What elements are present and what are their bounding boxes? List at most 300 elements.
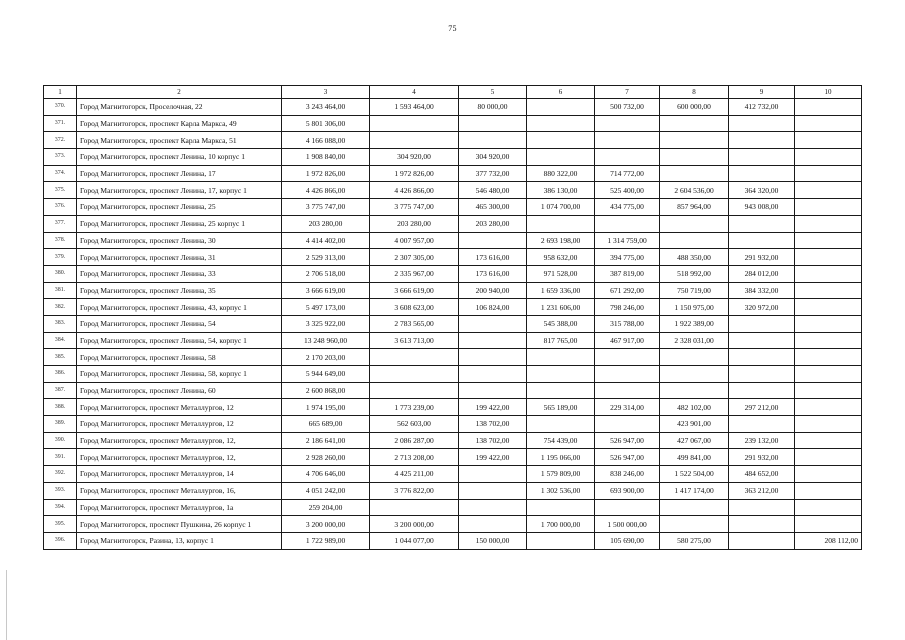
value-col-5 — [459, 115, 527, 132]
address-cell: Город Магнитогорск, проспект Ленина, 33 — [77, 265, 282, 282]
address-cell: Город Магнитогорск, проспект Ленина, 25 корпус 1 — [77, 215, 282, 232]
value-col-5: 173 616,00 — [459, 249, 527, 266]
table-row — [44, 432, 862, 449]
value-col-10 — [795, 315, 862, 332]
value-col-5: 546 480,00 — [459, 182, 527, 199]
value-col-10 — [795, 232, 862, 249]
row-number: 390. — [44, 432, 77, 449]
value-col-3: 2 706 518,00 — [282, 265, 370, 282]
value-col-7 — [595, 416, 660, 433]
value-col-3: 3 325 922,00 — [282, 315, 370, 332]
value-col-7: 434 775,00 — [595, 199, 660, 216]
value-col-3: 665 689,00 — [282, 416, 370, 433]
value-col-5 — [459, 516, 527, 533]
row-number: 386. — [44, 366, 77, 383]
row-number: 374. — [44, 165, 77, 182]
value-col-6: 1 579 809,00 — [527, 466, 595, 483]
table-row — [44, 215, 862, 232]
value-col-6: 971 528,00 — [527, 265, 595, 282]
table-row — [44, 382, 862, 399]
table-row — [44, 265, 862, 282]
row-number: 373. — [44, 149, 77, 166]
value-col-6 — [527, 366, 595, 383]
value-col-6 — [527, 382, 595, 399]
value-col-6 — [527, 532, 595, 549]
value-col-9: 363 212,00 — [729, 482, 795, 499]
value-col-4: 304 920,00 — [370, 149, 459, 166]
value-col-6 — [527, 99, 595, 116]
address-cell: Город Магнитогорск, проспект Ленина, 60 — [77, 382, 282, 399]
value-col-5: 106 824,00 — [459, 299, 527, 316]
value-col-7: 838 246,00 — [595, 466, 660, 483]
value-col-6: 2 693 198,00 — [527, 232, 595, 249]
row-number: 371. — [44, 115, 77, 132]
value-col-3: 4 051 242,00 — [282, 482, 370, 499]
row-number: 389. — [44, 416, 77, 433]
value-col-5 — [459, 315, 527, 332]
value-col-8: 580 275,00 — [660, 532, 729, 549]
column-header: 4 — [370, 86, 459, 99]
value-col-6: 386 130,00 — [527, 182, 595, 199]
table-row — [44, 199, 862, 216]
value-col-7: 467 917,00 — [595, 332, 660, 349]
row-number: 391. — [44, 449, 77, 466]
value-col-8 — [660, 232, 729, 249]
column-header: 5 — [459, 86, 527, 99]
value-col-8: 2 604 536,00 — [660, 182, 729, 199]
value-col-9 — [729, 349, 795, 366]
table-row — [44, 249, 862, 266]
row-number: 396. — [44, 532, 77, 549]
value-col-6: 1 302 536,00 — [527, 482, 595, 499]
value-col-8: 1 417 174,00 — [660, 482, 729, 499]
value-col-3: 4 166 088,00 — [282, 132, 370, 149]
value-col-5 — [459, 332, 527, 349]
value-col-3: 2 170 203,00 — [282, 349, 370, 366]
value-col-10 — [795, 165, 862, 182]
value-col-8: 427 067,00 — [660, 432, 729, 449]
value-col-9 — [729, 366, 795, 383]
address-cell: Город Магнитогорск, проспект Ленина, 58, корпус 1 — [77, 366, 282, 383]
value-col-4 — [370, 382, 459, 399]
table-row — [44, 315, 862, 332]
value-col-9: 364 320,00 — [729, 182, 795, 199]
value-col-10 — [795, 366, 862, 383]
address-cell: Город Магнитогорск, проспект Ленина, 58 — [77, 349, 282, 366]
table-row — [44, 399, 862, 416]
table-row — [44, 349, 862, 366]
value-col-7: 315 788,00 — [595, 315, 660, 332]
value-col-9 — [729, 499, 795, 516]
address-cell: Город Магнитогорск, проспект Ленина, 25 — [77, 199, 282, 216]
address-cell: Город Магнитогорск, проспект Металлургов, 12 — [77, 416, 282, 433]
row-number: 376. — [44, 199, 77, 216]
value-col-5 — [459, 132, 527, 149]
table-row — [44, 165, 862, 182]
value-col-9 — [729, 115, 795, 132]
address-cell: Город Магнитогорск, проспект Металлургов, 14 — [77, 466, 282, 483]
table-row — [44, 516, 862, 533]
row-number: 388. — [44, 399, 77, 416]
value-col-3: 4 414 402,00 — [282, 232, 370, 249]
value-col-3: 5 497 173,00 — [282, 299, 370, 316]
address-cell: Город Магнитогорск, Проселочная, 22 — [77, 99, 282, 116]
address-cell: Город Магнитогорск, проспект Ленина, 31 — [77, 249, 282, 266]
value-col-3: 1 972 826,00 — [282, 165, 370, 182]
value-col-8: 857 964,00 — [660, 199, 729, 216]
address-cell: Город Магнитогорск, проспект Металлургов, 12, — [77, 449, 282, 466]
row-number: 370. — [44, 99, 77, 116]
table-row — [44, 416, 862, 433]
row-number: 380. — [44, 265, 77, 282]
value-col-7 — [595, 499, 660, 516]
value-col-6: 1 231 606,00 — [527, 299, 595, 316]
value-col-8 — [660, 149, 729, 166]
value-col-8: 423 901,00 — [660, 416, 729, 433]
value-col-5: 199 422,00 — [459, 449, 527, 466]
value-col-9 — [729, 315, 795, 332]
value-col-3: 1 722 989,00 — [282, 532, 370, 549]
row-number: 387. — [44, 382, 77, 399]
value-col-4: 4 425 211,00 — [370, 466, 459, 483]
value-col-5: 203 280,00 — [459, 215, 527, 232]
value-col-9: 291 932,00 — [729, 249, 795, 266]
column-header: 3 — [282, 86, 370, 99]
value-col-4: 3 666 619,00 — [370, 282, 459, 299]
value-col-3: 3 775 747,00 — [282, 199, 370, 216]
data-table — [43, 85, 862, 550]
row-number: 395. — [44, 516, 77, 533]
table-row — [44, 182, 862, 199]
value-col-10 — [795, 349, 862, 366]
row-number: 385. — [44, 349, 77, 366]
value-col-4 — [370, 366, 459, 383]
value-col-4: 3 608 623,00 — [370, 299, 459, 316]
column-header: 6 — [527, 86, 595, 99]
value-col-10 — [795, 332, 862, 349]
value-col-4: 2 335 967,00 — [370, 265, 459, 282]
value-col-9: 297 212,00 — [729, 399, 795, 416]
value-col-6: 1 659 336,00 — [527, 282, 595, 299]
value-col-7: 671 292,00 — [595, 282, 660, 299]
value-col-8 — [660, 115, 729, 132]
address-cell: Город Магнитогорск, проспект Карла Маркса, 49 — [77, 115, 282, 132]
value-col-5: 150 000,00 — [459, 532, 527, 549]
value-col-5 — [459, 349, 527, 366]
address-cell: Город Магнитогорск, проспект Ленина, 17, корпус 1 — [77, 182, 282, 199]
value-col-3: 2 186 641,00 — [282, 432, 370, 449]
value-col-6: 545 388,00 — [527, 315, 595, 332]
value-col-3: 259 204,00 — [282, 499, 370, 516]
value-col-4: 2 783 565,00 — [370, 315, 459, 332]
value-col-8: 1 522 504,00 — [660, 466, 729, 483]
value-col-9: 412 732,00 — [729, 99, 795, 116]
address-cell: Город Магнитогорск, проспект Металлургов, 12 — [77, 399, 282, 416]
value-col-6 — [527, 499, 595, 516]
value-col-6: 880 322,00 — [527, 165, 595, 182]
value-col-3: 4 426 866,00 — [282, 182, 370, 199]
value-col-8 — [660, 499, 729, 516]
value-col-5 — [459, 366, 527, 383]
value-col-8: 482 102,00 — [660, 399, 729, 416]
value-col-4 — [370, 349, 459, 366]
value-col-8 — [660, 382, 729, 399]
value-col-8: 1 150 975,00 — [660, 299, 729, 316]
row-number: 392. — [44, 466, 77, 483]
page-number: 75 — [448, 24, 457, 33]
value-col-6: 1 700 000,00 — [527, 516, 595, 533]
value-col-7 — [595, 382, 660, 399]
value-col-5 — [459, 382, 527, 399]
address-cell: Город Магнитогорск, проспект Ленина, 30 — [77, 232, 282, 249]
value-col-10 — [795, 449, 862, 466]
value-col-10 — [795, 182, 862, 199]
value-col-5 — [459, 232, 527, 249]
value-col-9 — [729, 332, 795, 349]
value-col-10 — [795, 265, 862, 282]
value-col-10 — [795, 382, 862, 399]
address-cell: Город Магнитогорск, проспект Металлургов, 1а — [77, 499, 282, 516]
value-col-9 — [729, 215, 795, 232]
address-cell: Город Магнитогорск, проспект Ленина, 43, корпус 1 — [77, 299, 282, 316]
value-col-6: 958 632,00 — [527, 249, 595, 266]
value-col-7 — [595, 349, 660, 366]
value-col-3: 203 280,00 — [282, 215, 370, 232]
address-cell: Город Магнитогорск, проспект Металлургов, 12, — [77, 432, 282, 449]
value-col-10 — [795, 416, 862, 433]
value-col-9 — [729, 516, 795, 533]
value-col-10: 208 112,00 — [795, 532, 862, 549]
value-col-7: 693 900,00 — [595, 482, 660, 499]
value-col-5 — [459, 499, 527, 516]
value-col-4: 562 603,00 — [370, 416, 459, 433]
value-col-6 — [527, 416, 595, 433]
value-col-6 — [527, 115, 595, 132]
value-col-10 — [795, 282, 862, 299]
value-col-9: 384 332,00 — [729, 282, 795, 299]
column-header: 1 — [44, 86, 77, 99]
table-row — [44, 132, 862, 149]
value-col-4: 3 200 000,00 — [370, 516, 459, 533]
address-cell: Город Магнитогорск, Разина, 13, корпус 1 — [77, 532, 282, 549]
value-col-5 — [459, 482, 527, 499]
value-col-10 — [795, 399, 862, 416]
value-col-9: 239 132,00 — [729, 432, 795, 449]
value-col-4 — [370, 499, 459, 516]
value-col-6: 1 074 700,00 — [527, 199, 595, 216]
row-number: 378. — [44, 232, 77, 249]
value-col-4 — [370, 115, 459, 132]
value-col-8: 600 000,00 — [660, 99, 729, 116]
value-col-7 — [595, 115, 660, 132]
value-col-7: 1 500 000,00 — [595, 516, 660, 533]
value-col-4: 4 007 957,00 — [370, 232, 459, 249]
row-number: 377. — [44, 215, 77, 232]
value-col-3: 5 944 649,00 — [282, 366, 370, 383]
table-row — [44, 482, 862, 499]
value-col-5: 80 000,00 — [459, 99, 527, 116]
table-row — [44, 366, 862, 383]
value-col-3: 1 908 840,00 — [282, 149, 370, 166]
value-col-9 — [729, 165, 795, 182]
table-row — [44, 499, 862, 516]
value-col-7: 1 314 759,00 — [595, 232, 660, 249]
table-row — [44, 115, 862, 132]
column-header: 10 — [795, 86, 862, 99]
row-number: 384. — [44, 332, 77, 349]
value-col-6 — [527, 132, 595, 149]
value-col-3: 3 666 619,00 — [282, 282, 370, 299]
address-cell: Город Магнитогорск, проспект Пушкина, 26 корпус 1 — [77, 516, 282, 533]
value-col-5: 304 920,00 — [459, 149, 527, 166]
value-col-4: 3 613 713,00 — [370, 332, 459, 349]
value-col-5: 377 732,00 — [459, 165, 527, 182]
value-col-9 — [729, 149, 795, 166]
value-col-6 — [527, 215, 595, 232]
value-col-7 — [595, 366, 660, 383]
value-col-7 — [595, 215, 660, 232]
value-col-5: 138 702,00 — [459, 432, 527, 449]
value-col-3: 3 243 464,00 — [282, 99, 370, 116]
table-row — [44, 232, 862, 249]
value-col-8: 1 922 389,00 — [660, 315, 729, 332]
table-row — [44, 149, 862, 166]
value-col-8 — [660, 215, 729, 232]
row-number: 382. — [44, 299, 77, 316]
value-col-10 — [795, 499, 862, 516]
value-col-9: 284 012,00 — [729, 265, 795, 282]
column-header: 2 — [77, 86, 282, 99]
value-col-4 — [370, 132, 459, 149]
value-col-3: 1 974 195,00 — [282, 399, 370, 416]
column-header: 7 — [595, 86, 660, 99]
row-number: 372. — [44, 132, 77, 149]
value-col-6 — [527, 349, 595, 366]
value-col-9: 484 652,00 — [729, 466, 795, 483]
row-number: 379. — [44, 249, 77, 266]
table-row — [44, 449, 862, 466]
value-col-8 — [660, 516, 729, 533]
value-col-6 — [527, 149, 595, 166]
value-col-8: 488 350,00 — [660, 249, 729, 266]
value-col-5: 199 422,00 — [459, 399, 527, 416]
value-col-10 — [795, 215, 862, 232]
address-cell: Город Магнитогорск, проспект Ленина, 54, корпус 1 — [77, 332, 282, 349]
value-col-7: 798 246,00 — [595, 299, 660, 316]
value-col-9 — [729, 232, 795, 249]
value-col-10 — [795, 432, 862, 449]
value-col-7: 714 772,00 — [595, 165, 660, 182]
table-row — [44, 299, 862, 316]
table-row — [44, 99, 862, 116]
value-col-10 — [795, 299, 862, 316]
value-col-4: 3 776 822,00 — [370, 482, 459, 499]
value-col-9 — [729, 532, 795, 549]
value-col-4: 1 044 077,00 — [370, 532, 459, 549]
value-col-8: 518 992,00 — [660, 265, 729, 282]
value-col-4: 2 307 305,00 — [370, 249, 459, 266]
value-col-7: 500 732,00 — [595, 99, 660, 116]
table-row — [44, 532, 862, 549]
value-col-8: 499 841,00 — [660, 449, 729, 466]
value-col-10 — [795, 132, 862, 149]
value-col-4: 1 773 239,00 — [370, 399, 459, 416]
value-col-7: 229 314,00 — [595, 399, 660, 416]
value-col-8 — [660, 165, 729, 182]
row-number: 375. — [44, 182, 77, 199]
value-col-8 — [660, 349, 729, 366]
value-col-10 — [795, 115, 862, 132]
value-col-3: 2 600 868,00 — [282, 382, 370, 399]
value-col-4: 4 426 866,00 — [370, 182, 459, 199]
table-row — [44, 466, 862, 483]
value-col-7: 387 819,00 — [595, 265, 660, 282]
value-col-4: 1 972 826,00 — [370, 165, 459, 182]
value-col-8: 2 328 031,00 — [660, 332, 729, 349]
table-row — [44, 282, 862, 299]
value-col-4: 2 713 208,00 — [370, 449, 459, 466]
address-cell: Город Магнитогорск, проспект Карла Маркса, 51 — [77, 132, 282, 149]
column-header: 9 — [729, 86, 795, 99]
value-col-9 — [729, 416, 795, 433]
address-cell: Город Магнитогорск, проспект Ленина, 35 — [77, 282, 282, 299]
value-col-10 — [795, 516, 862, 533]
value-col-6: 817 765,00 — [527, 332, 595, 349]
value-col-8 — [660, 132, 729, 149]
value-col-5: 465 300,00 — [459, 199, 527, 216]
row-number: 383. — [44, 315, 77, 332]
address-cell: Город Магнитогорск, проспект Ленина, 54 — [77, 315, 282, 332]
value-col-7: 526 947,00 — [595, 432, 660, 449]
value-col-3: 5 801 306,00 — [282, 115, 370, 132]
value-col-10 — [795, 99, 862, 116]
address-cell: Город Магнитогорск, проспект Ленина, 10 корпус 1 — [77, 149, 282, 166]
value-col-7 — [595, 132, 660, 149]
value-col-6: 565 189,00 — [527, 399, 595, 416]
value-col-4: 1 593 464,00 — [370, 99, 459, 116]
value-col-4: 2 086 287,00 — [370, 432, 459, 449]
value-col-9: 943 008,00 — [729, 199, 795, 216]
value-col-3: 3 200 000,00 — [282, 516, 370, 533]
value-col-10 — [795, 149, 862, 166]
value-col-8: 750 719,00 — [660, 282, 729, 299]
value-col-3: 2 928 260,00 — [282, 449, 370, 466]
value-col-10 — [795, 199, 862, 216]
table-header-row — [44, 86, 862, 99]
row-number: 381. — [44, 282, 77, 299]
value-col-6: 1 195 066,00 — [527, 449, 595, 466]
value-col-5: 200 940,00 — [459, 282, 527, 299]
value-col-6: 754 439,00 — [527, 432, 595, 449]
value-col-3: 2 529 313,00 — [282, 249, 370, 266]
row-number: 393. — [44, 482, 77, 499]
value-col-9 — [729, 382, 795, 399]
value-col-9 — [729, 132, 795, 149]
value-col-9: 320 972,00 — [729, 299, 795, 316]
value-col-7: 526 947,00 — [595, 449, 660, 466]
value-col-4: 3 775 747,00 — [370, 199, 459, 216]
value-col-10 — [795, 466, 862, 483]
value-col-7: 394 775,00 — [595, 249, 660, 266]
value-col-10 — [795, 482, 862, 499]
value-col-5: 173 616,00 — [459, 265, 527, 282]
address-cell: Город Магнитогорск, проспект Металлургов, 16, — [77, 482, 282, 499]
value-col-8 — [660, 366, 729, 383]
column-header: 8 — [660, 86, 729, 99]
value-col-5 — [459, 466, 527, 483]
value-col-3: 4 706 646,00 — [282, 466, 370, 483]
row-number: 394. — [44, 499, 77, 516]
